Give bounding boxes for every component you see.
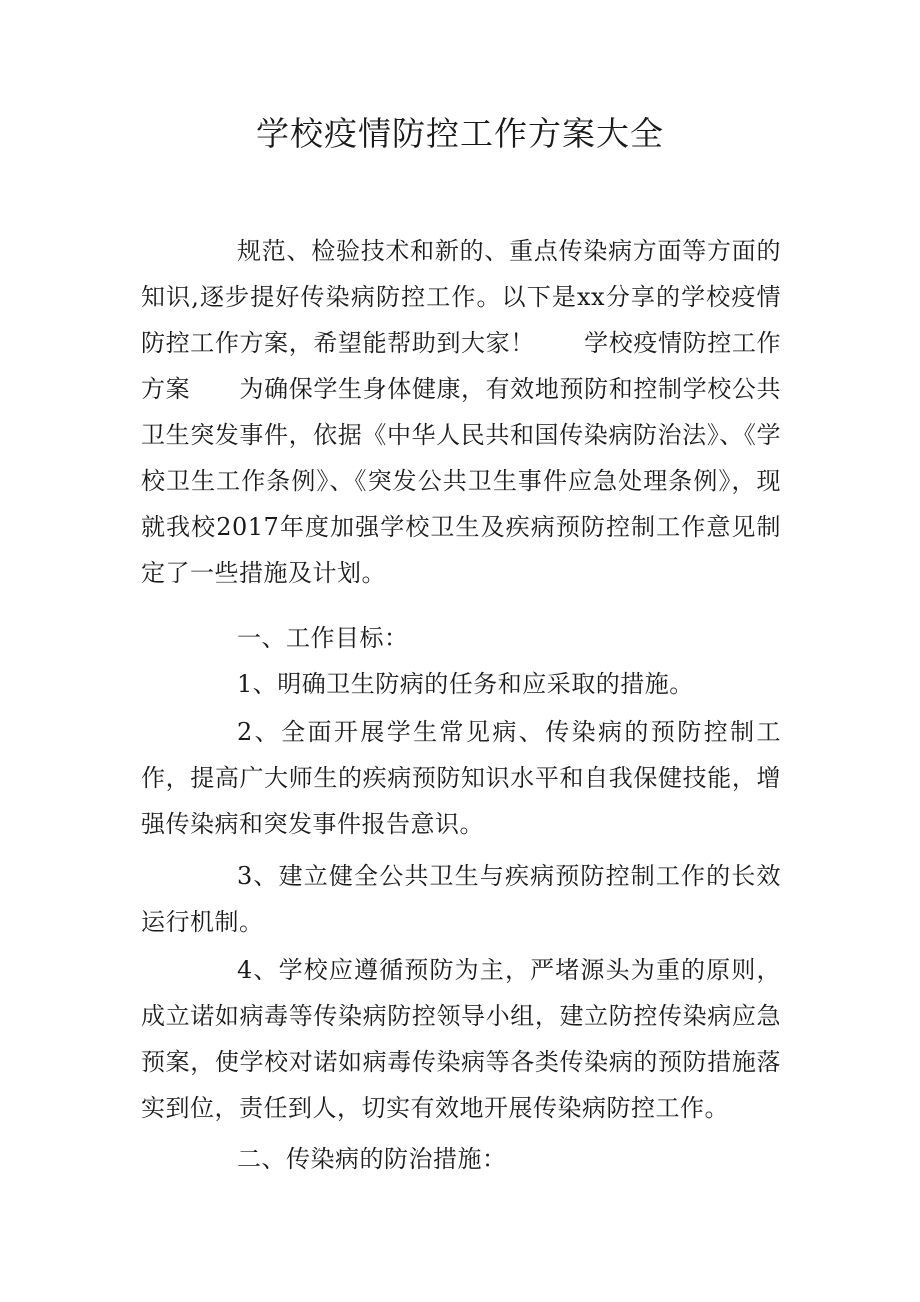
section-heading-measures: 二、传染病的防治措施： bbox=[237, 1145, 507, 1173]
section-heading-goals: 一、工作目标： bbox=[237, 624, 409, 652]
goal-item-1: 1、明确卫生防病的任务和应采取的措施。 bbox=[237, 670, 694, 698]
intro-paragraph: 规范、检验技术和新的、重点传染病方面等方面的知识,逐步提好传染病防控工作。以下是xx分享的学校疫情防控工作方案，希望能帮助到大家！ 学校疫情防控工作方案 为确保学生身体健康，有效地预防和控制学校公共卫生突发事件，依据《中华人民共和国传染病防治法》、《学校卫生工作条例》、《突发公共卫生事件应急处理条例》，现就我校2017年度加强学校卫生及疾病预防控制工作意见制定了一些措施及计划。 bbox=[141, 237, 781, 587]
goal-item-2: 2、全面开展学生常见病、传染病的预防控制工作，提高广大师生的疾病预防知识水平和自我保健技能，增强传染病和突发事件报告意识。 bbox=[141, 718, 781, 838]
goal-item-4: 4、学校应遵循预防为主，严堵源头为重的原则，成立诺如病毒等传染病防控领导小组，建立防控传染病应急预案，使学校对诺如病毒传染病等各类传染病的预防措施落实到位，责任到人，切实有效地开展传染病防控工作。 bbox=[141, 956, 781, 1122]
document-title: 学校疫情防控工作方案大全 bbox=[256, 114, 664, 153]
goal-item-3: 3、建立健全公共卫生与疾病预防控制工作的长效运行机制。 bbox=[141, 862, 781, 936]
